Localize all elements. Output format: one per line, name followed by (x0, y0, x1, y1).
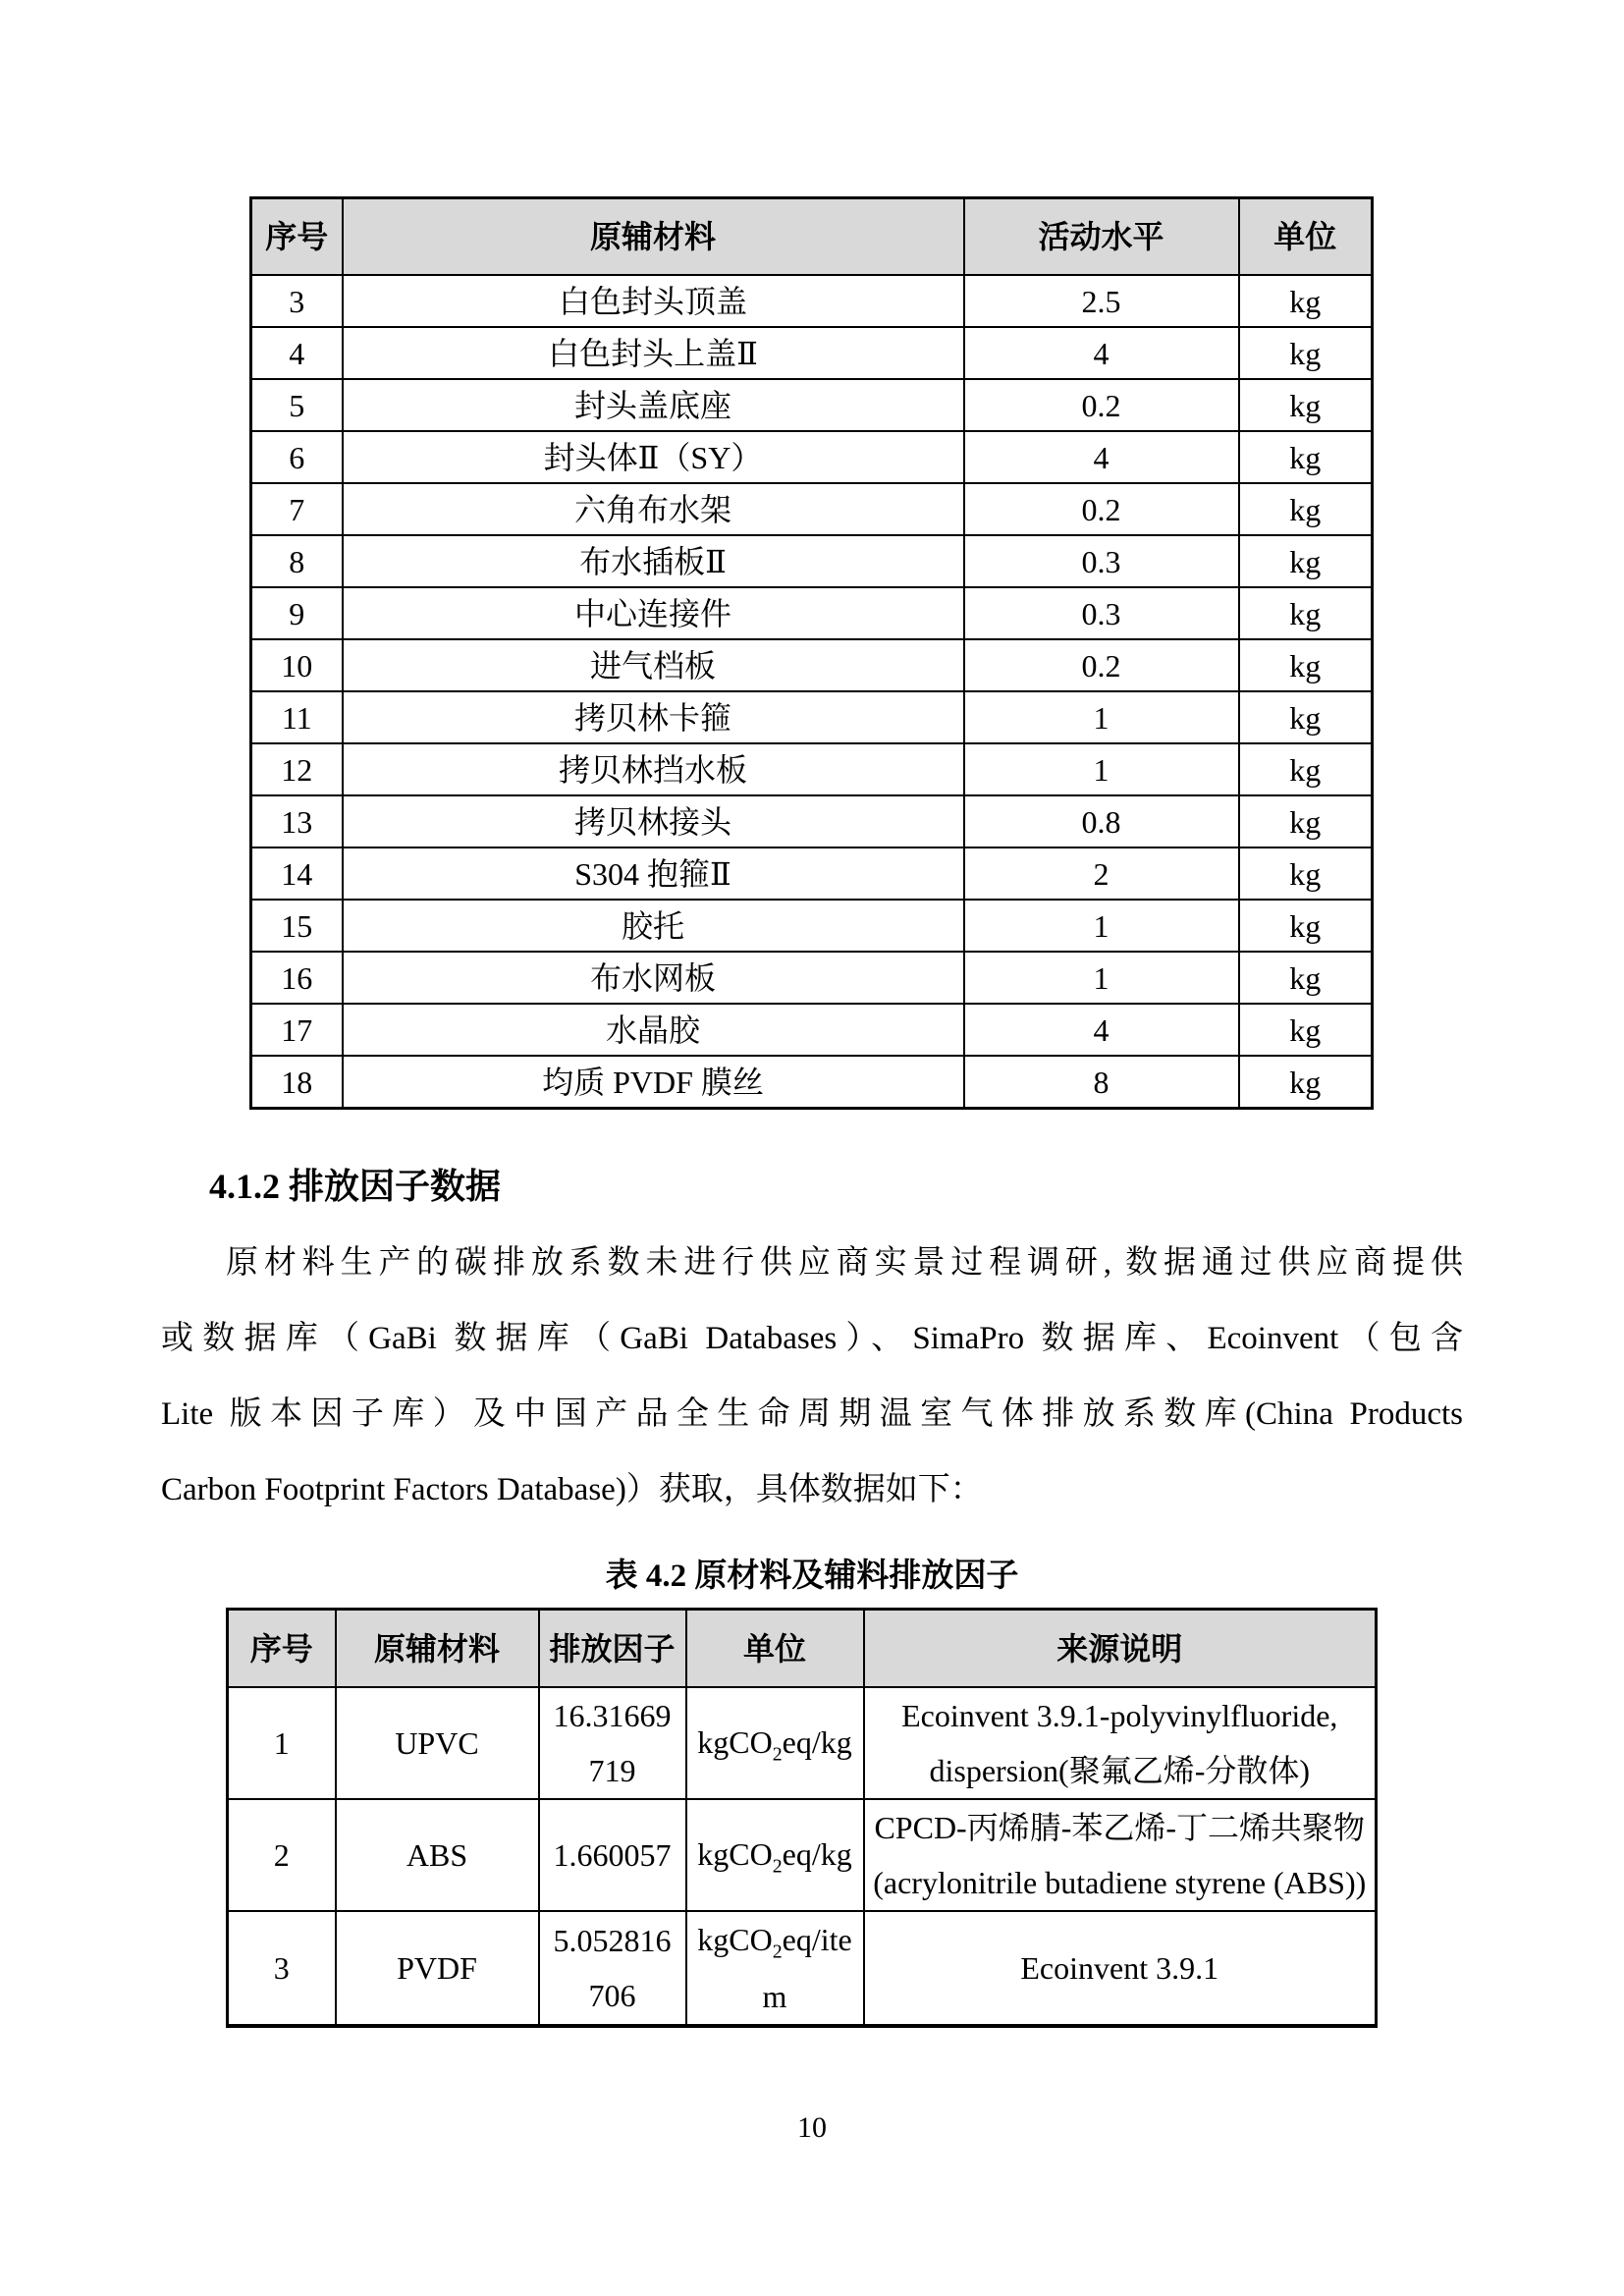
unit-suffix: eq/kg (782, 1723, 852, 1760)
unit-suffix: eq/item (762, 1922, 852, 2015)
cell-material: 中心连接件 (343, 587, 964, 639)
cell-material: 进气档板 (343, 639, 964, 691)
table-row (251, 639, 1373, 691)
cell-material: 白色封头顶盖 (343, 275, 964, 327)
cell-seq: 15 (251, 900, 343, 952)
table-row (251, 691, 1373, 743)
unit-suffix: eq/kg (782, 1835, 852, 1872)
table-row (251, 795, 1373, 847)
body-paragraph (161, 1226, 1463, 1528)
cell-material: 六角布水架 (343, 483, 964, 535)
cell-unit: kg (1239, 327, 1373, 379)
cell-material: 布水插板Ⅱ (343, 535, 964, 587)
cell-activity: 0.2 (964, 483, 1239, 535)
unit-subscript: 2 (772, 1855, 783, 1878)
cell-seq: 11 (251, 691, 343, 743)
cell-material: 布水网板 (343, 952, 964, 1004)
cell-material: UPVC (336, 1687, 539, 1799)
cell-factor: 16.31669719 (539, 1687, 686, 1799)
cell-activity: 2.5 (964, 275, 1239, 327)
col-header-material: 原辅材料 (343, 198, 964, 276)
cell-unit: kg (1239, 275, 1373, 327)
cell-unit: kg (1239, 639, 1373, 691)
col-header-source: 来源说明 (864, 1610, 1377, 1688)
col-header-material: 原辅材料 (336, 1610, 539, 1688)
page-number: 10 (797, 2111, 827, 2144)
cell-unit: kg (1239, 795, 1373, 847)
table-header-row (251, 198, 1373, 276)
cell-material: PVDF (336, 1911, 539, 2026)
cell-activity: 1 (964, 691, 1239, 743)
cell-factor: 1.660057 (539, 1799, 686, 1911)
materials-activity-table (249, 196, 1374, 1110)
cell-seq: 2 (228, 1799, 336, 1911)
table-row (228, 1799, 1377, 1911)
cell-material: 拷贝林卡箍 (343, 691, 964, 743)
cell-unit (686, 1799, 864, 1911)
emission-factors-table (226, 1608, 1378, 2028)
cell-source: Ecoinvent 3.9.1 (864, 1911, 1377, 2026)
table-row (251, 1056, 1373, 1109)
cell-material: 拷贝林挡水板 (343, 743, 964, 795)
table-row (251, 327, 1373, 379)
cell-activity: 1 (964, 952, 1239, 1004)
cell-activity: 0.2 (964, 379, 1239, 431)
cell-seq: 12 (251, 743, 343, 795)
cell-seq: 17 (251, 1004, 343, 1056)
cell-activity: 8 (964, 1056, 1239, 1109)
cell-material: 水晶胶 (343, 1004, 964, 1056)
unit-prefix: kgCO (697, 1835, 773, 1872)
cell-seq: 13 (251, 795, 343, 847)
cell-unit (686, 1911, 864, 2026)
cell-activity: 4 (964, 431, 1239, 483)
cell-unit: kg (1239, 847, 1373, 900)
cell-activity: 0.3 (964, 587, 1239, 639)
table-row (228, 1687, 1377, 1799)
table-caption: 表 4.2 原材料及辅料排放因子 (605, 1558, 1019, 1594)
cell-seq: 8 (251, 535, 343, 587)
cell-material: 拷贝林接头 (343, 795, 964, 847)
cell-factor: 5.052816706 (539, 1911, 686, 2026)
cell-activity: 2 (964, 847, 1239, 900)
col-header-factor: 排放因子 (539, 1610, 686, 1688)
cell-seq: 3 (228, 1911, 336, 2026)
cell-unit: kg (1239, 535, 1373, 587)
table-header-row (228, 1610, 1377, 1688)
paragraph-line: Carbon Footprint Factors Database)）获取，具体数据如下： (161, 1472, 983, 1507)
cell-activity: 0.2 (964, 639, 1239, 691)
cell-unit: kg (1239, 483, 1373, 535)
unit-prefix: kgCO (697, 1922, 773, 1957)
unit-subscript: 2 (772, 1743, 783, 1766)
cell-seq: 10 (251, 639, 343, 691)
cell-material: 白色封头上盖Ⅱ (343, 327, 964, 379)
cell-seq: 1 (228, 1687, 336, 1799)
table-row (251, 431, 1373, 483)
cell-seq: 4 (251, 327, 343, 379)
paragraph-line: 原材料生产的碳排放系数未进行供应商实景过程调研, 数据通过供应商提供 (226, 1245, 1463, 1281)
table-row (251, 483, 1373, 535)
cell-source: CPCD-丙烯腈-苯乙烯-丁二烯共聚物 (acrylonitrile butadiene styrene (ABS)) (864, 1799, 1377, 1911)
paragraph-line: Lite 版本因子库）及中国产品全生命周期温室气体排放系数库(China Products (161, 1396, 1463, 1432)
cell-seq: 5 (251, 379, 343, 431)
table-row (251, 275, 1373, 327)
cell-seq: 9 (251, 587, 343, 639)
col-header-seq: 序号 (228, 1610, 336, 1688)
table-row (228, 1911, 1377, 2026)
cell-seq: 18 (251, 1056, 343, 1109)
cell-seq: 14 (251, 847, 343, 900)
cell-seq: 3 (251, 275, 343, 327)
unit-prefix: kgCO (697, 1723, 773, 1760)
table-row (251, 587, 1373, 639)
cell-unit: kg (1239, 900, 1373, 952)
cell-source: Ecoinvent 3.9.1-polyvinylfluoride, dispersion(聚氟乙烯-分散体) (864, 1687, 1377, 1799)
cell-unit: kg (1239, 587, 1373, 639)
cell-seq: 7 (251, 483, 343, 535)
cell-unit (686, 1687, 864, 1799)
cell-unit: kg (1239, 691, 1373, 743)
table-row (251, 847, 1373, 900)
table-row (251, 1004, 1373, 1056)
cell-activity: 4 (964, 327, 1239, 379)
unit-subscript: 2 (772, 1941, 783, 1963)
cell-activity: 0.3 (964, 535, 1239, 587)
paragraph-line: 或数据库（GaBi 数据库（GaBi Databases）、SimaPro 数据库、Ecoinvent（包含 (161, 1321, 1463, 1356)
cell-unit: kg (1239, 952, 1373, 1004)
cell-activity: 0.8 (964, 795, 1239, 847)
table-row (251, 743, 1373, 795)
cell-unit: kg (1239, 1004, 1373, 1056)
cell-material: 封头体Ⅱ（SY） (343, 431, 964, 483)
cell-activity: 1 (964, 743, 1239, 795)
cell-material: 均质 PVDF 膜丝 (343, 1056, 964, 1109)
table-row (251, 900, 1373, 952)
table-row (251, 535, 1373, 587)
cell-unit: kg (1239, 379, 1373, 431)
cell-unit: kg (1239, 1056, 1373, 1109)
section-heading: 4.1.2 排放因子数据 (209, 1167, 502, 1206)
cell-material: S304 抱箍Ⅱ (343, 847, 964, 900)
cell-material: ABS (336, 1799, 539, 1911)
col-header-unit: 单位 (686, 1610, 864, 1688)
cell-seq: 6 (251, 431, 343, 483)
cell-material: 胶托 (343, 900, 964, 952)
cell-unit: kg (1239, 431, 1373, 483)
col-header-unit: 单位 (1239, 198, 1373, 276)
table-row (251, 952, 1373, 1004)
table-row (251, 379, 1373, 431)
cell-material: 封头盖底座 (343, 379, 964, 431)
cell-seq: 16 (251, 952, 343, 1004)
col-header-activity: 活动水平 (964, 198, 1239, 276)
cell-unit: kg (1239, 743, 1373, 795)
col-header-seq: 序号 (251, 198, 343, 276)
cell-activity: 4 (964, 1004, 1239, 1056)
cell-activity: 1 (964, 900, 1239, 952)
